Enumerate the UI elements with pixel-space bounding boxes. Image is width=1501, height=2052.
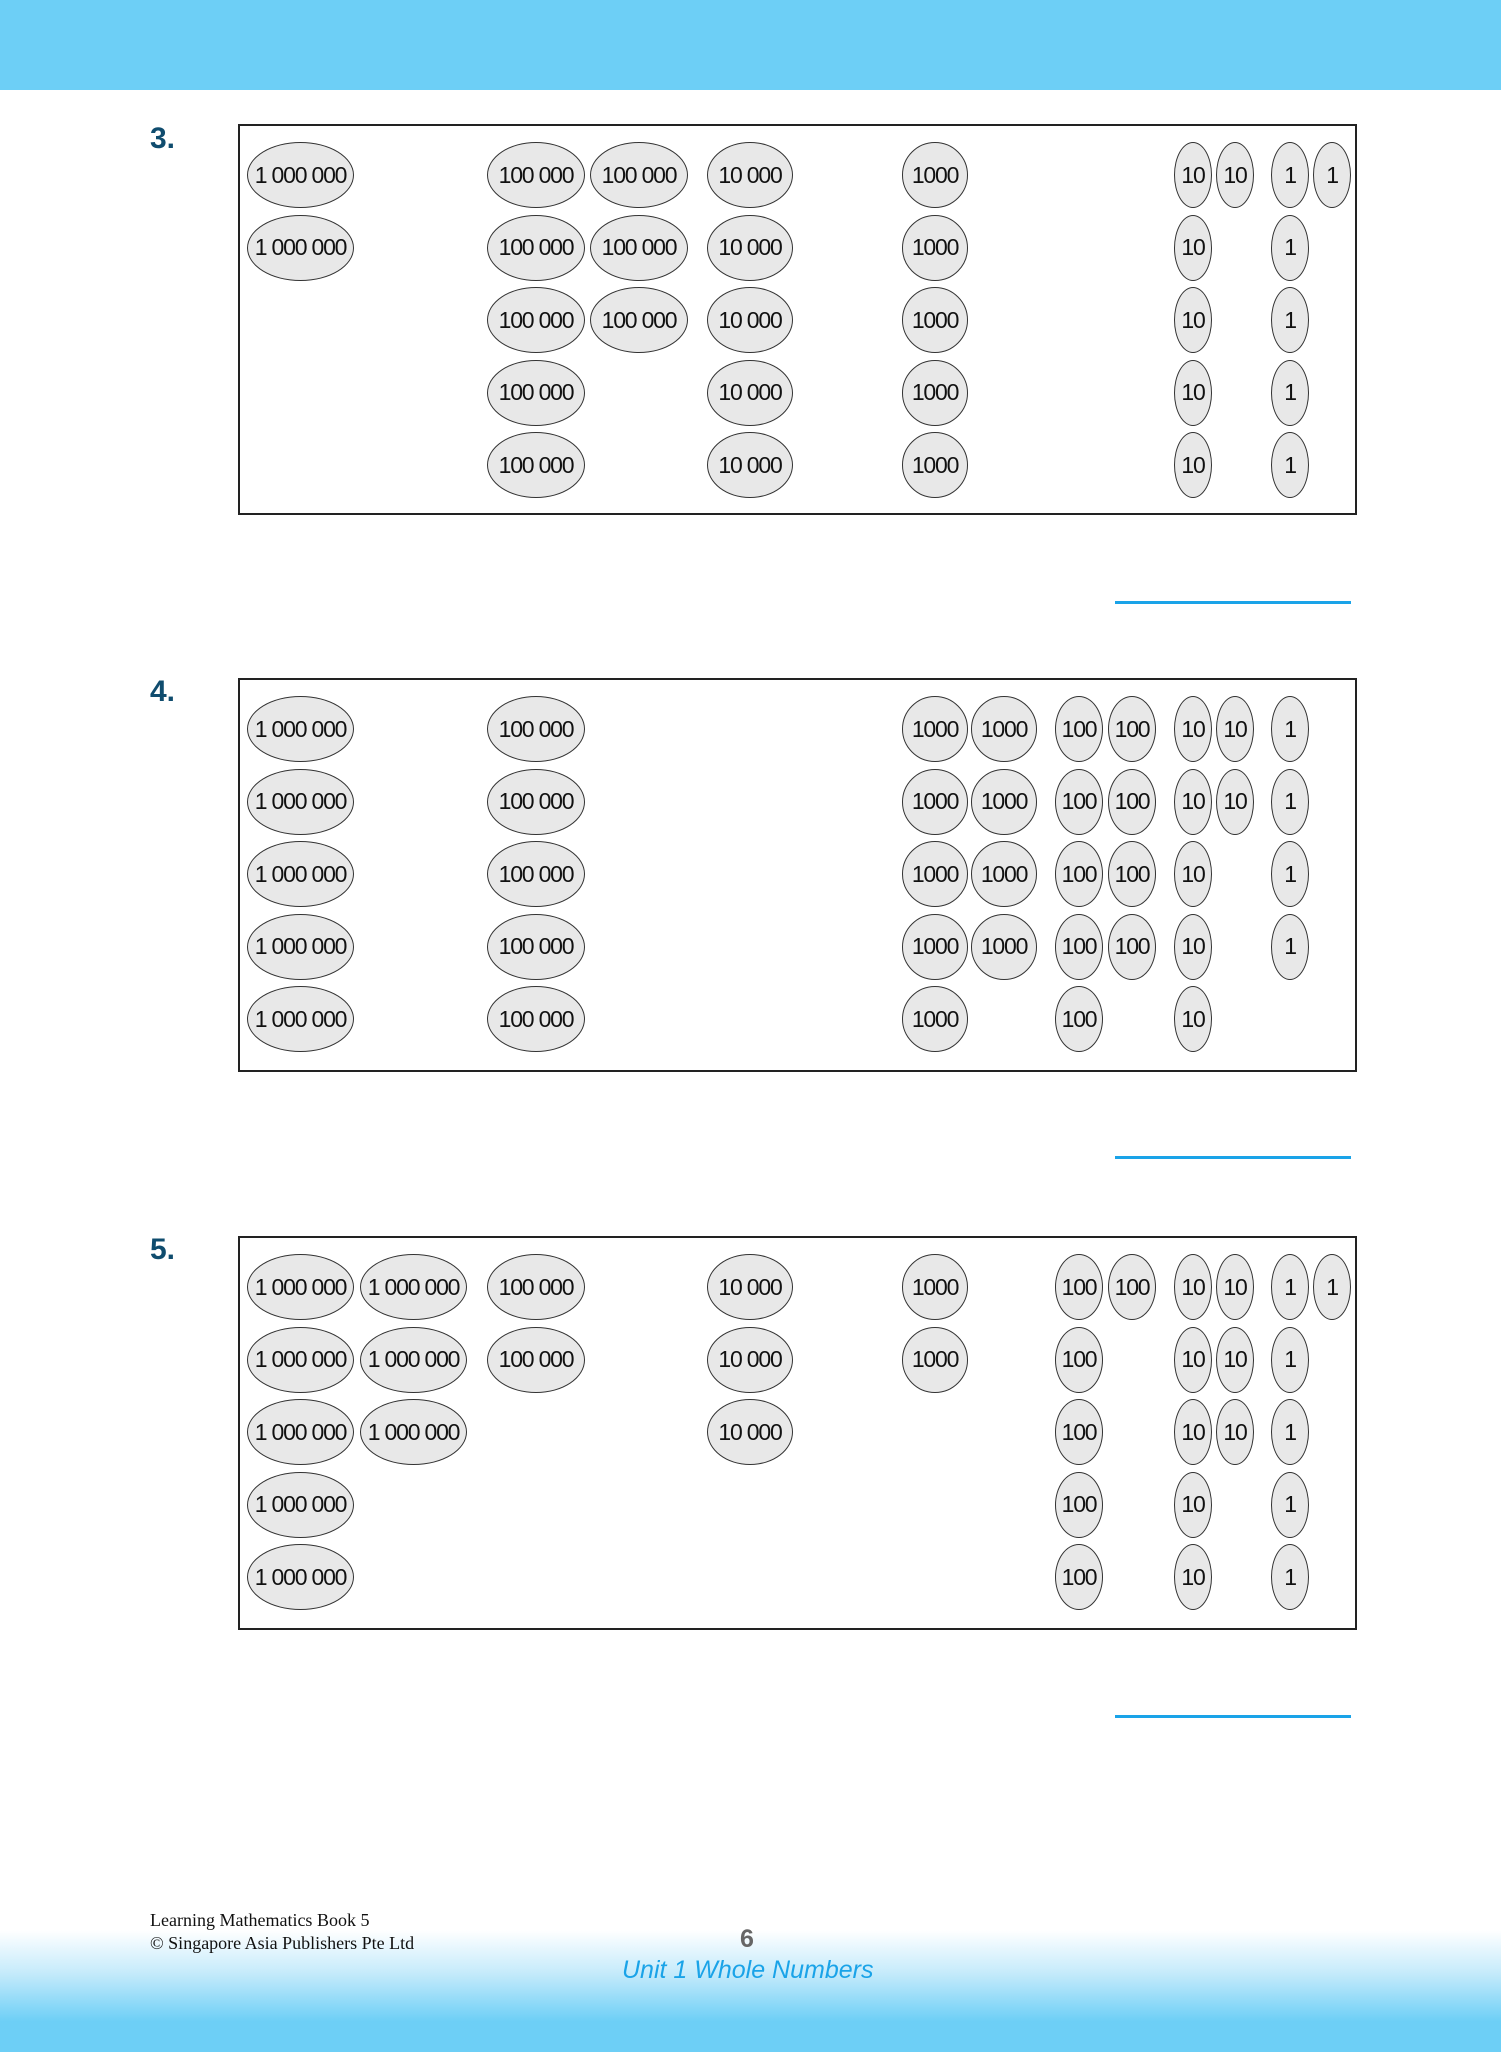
- place-value-disc-100000: 100 000: [487, 986, 585, 1052]
- place-value-disc-10000: 10 000: [707, 432, 793, 498]
- place-value-disc-10: 10: [1174, 769, 1212, 835]
- place-value-disc-1000: 1000: [902, 986, 968, 1052]
- place-value-disc-1: 1: [1271, 1472, 1309, 1538]
- place-value-disc-1: 1: [1271, 914, 1309, 980]
- place-value-disc-10: 10: [1216, 1327, 1254, 1393]
- place-value-disc-1: 1: [1271, 769, 1309, 835]
- question-number-4: 4.: [150, 675, 176, 708]
- place-value-disc-10: 10: [1174, 1544, 1212, 1610]
- place-value-disc-1000: 1000: [971, 914, 1037, 980]
- place-value-disc-100: 100: [1055, 841, 1103, 907]
- place-value-disc-100000: 100 000: [487, 287, 585, 353]
- place-value-disc-1000000: 1 000 000: [247, 1544, 354, 1610]
- place-value-disc-1: 1: [1313, 142, 1351, 208]
- place-value-disc-1000000: 1 000 000: [247, 841, 354, 907]
- place-value-disc-10: 10: [1174, 287, 1212, 353]
- place-value-disc-10000: 10 000: [707, 142, 793, 208]
- place-value-disc-1: 1: [1271, 1544, 1309, 1610]
- place-value-disc-100: 100: [1108, 769, 1156, 835]
- place-value-disc-1000: 1000: [971, 841, 1037, 907]
- place-value-disc-100: 100: [1055, 986, 1103, 1052]
- place-value-box-5: [238, 1236, 1357, 1630]
- place-value-box-4: [238, 678, 1357, 1072]
- place-value-disc-100000: 100 000: [487, 1327, 585, 1393]
- place-value-disc-100000: 100 000: [487, 215, 585, 281]
- place-value-disc-10: 10: [1174, 696, 1212, 762]
- place-value-disc-1000: 1000: [971, 769, 1037, 835]
- place-value-disc-1000: 1000: [902, 287, 968, 353]
- place-value-disc-10: 10: [1216, 1254, 1254, 1320]
- place-value-disc-100000: 100 000: [487, 360, 585, 426]
- answer-line-4[interactable]: [1115, 1156, 1351, 1159]
- question-number-5: 5.: [150, 1233, 176, 1266]
- place-value-disc-100000: 100 000: [487, 1254, 585, 1320]
- place-value-disc-100: 100: [1055, 1327, 1103, 1393]
- place-value-disc-100: 100: [1108, 914, 1156, 980]
- place-value-disc-100: 100: [1055, 1544, 1103, 1610]
- place-value-disc-1000000: 1 000 000: [360, 1254, 467, 1320]
- place-value-disc-10: 10: [1174, 215, 1212, 281]
- place-value-disc-10: 10: [1216, 1399, 1254, 1465]
- place-value-disc-100000: 100 000: [487, 914, 585, 980]
- book-title: Learning Mathematics Book 5: [150, 1910, 370, 1930]
- place-value-disc-1000000: 1 000 000: [247, 1254, 354, 1320]
- answer-line-5[interactable]: [1115, 1715, 1351, 1718]
- place-value-disc-100000: 100 000: [590, 287, 688, 353]
- place-value-disc-1000: 1000: [902, 841, 968, 907]
- place-value-disc-1000: 1000: [902, 215, 968, 281]
- place-value-disc-100000: 100 000: [487, 142, 585, 208]
- place-value-disc-10: 10: [1174, 1327, 1212, 1393]
- place-value-disc-1: 1: [1271, 142, 1309, 208]
- place-value-disc-10: 10: [1174, 432, 1212, 498]
- place-value-disc-100: 100: [1055, 1254, 1103, 1320]
- place-value-disc-100000: 100 000: [590, 142, 688, 208]
- place-value-disc-1000000: 1 000 000: [247, 1399, 354, 1465]
- place-value-disc-10: 10: [1174, 841, 1212, 907]
- place-value-disc-1000000: 1 000 000: [247, 914, 354, 980]
- question-number-3: 3.: [150, 122, 176, 155]
- place-value-disc-100: 100: [1055, 1472, 1103, 1538]
- place-value-disc-10: 10: [1174, 360, 1212, 426]
- place-value-disc-1000: 1000: [971, 696, 1037, 762]
- place-value-disc-10: 10: [1174, 1472, 1212, 1538]
- place-value-disc-100000: 100 000: [487, 696, 585, 762]
- place-value-disc-100: 100: [1055, 914, 1103, 980]
- place-value-disc-1000000: 1 000 000: [247, 215, 354, 281]
- page-number: 6: [740, 1925, 754, 1953]
- place-value-disc-1: 1: [1271, 1327, 1309, 1393]
- place-value-disc-10000: 10 000: [707, 1399, 793, 1465]
- place-value-disc-1000000: 1 000 000: [247, 769, 354, 835]
- place-value-disc-10: 10: [1174, 914, 1212, 980]
- place-value-disc-10000: 10 000: [707, 287, 793, 353]
- place-value-disc-100: 100: [1108, 696, 1156, 762]
- place-value-disc-100: 100: [1108, 841, 1156, 907]
- place-value-disc-1000: 1000: [902, 1327, 968, 1393]
- place-value-disc-1000: 1000: [902, 1254, 968, 1320]
- header-band: [0, 0, 1501, 90]
- place-value-disc-100000: 100 000: [487, 432, 585, 498]
- place-value-disc-1: 1: [1271, 841, 1309, 907]
- place-value-disc-10000: 10 000: [707, 1254, 793, 1320]
- place-value-disc-1000: 1000: [902, 696, 968, 762]
- place-value-disc-10: 10: [1174, 1254, 1212, 1320]
- place-value-disc-100: 100: [1108, 1254, 1156, 1320]
- place-value-disc-1000000: 1 000 000: [247, 696, 354, 762]
- place-value-disc-100: 100: [1055, 696, 1103, 762]
- place-value-disc-10: 10: [1174, 1399, 1212, 1465]
- place-value-disc-1000000: 1 000 000: [247, 986, 354, 1052]
- place-value-disc-1: 1: [1271, 432, 1309, 498]
- place-value-disc-1: 1: [1271, 287, 1309, 353]
- place-value-disc-1000000: 1 000 000: [247, 1472, 354, 1538]
- place-value-disc-10: 10: [1174, 986, 1212, 1052]
- place-value-disc-1000000: 1 000 000: [247, 142, 354, 208]
- unit-title: Unit 1 Whole Numbers: [622, 1956, 874, 1984]
- place-value-disc-10000: 10 000: [707, 215, 793, 281]
- place-value-disc-10: 10: [1216, 769, 1254, 835]
- place-value-disc-1000: 1000: [902, 914, 968, 980]
- place-value-disc-10: 10: [1174, 142, 1212, 208]
- place-value-disc-1: 1: [1271, 696, 1309, 762]
- copyright: © Singapore Asia Publishers Pte Ltd: [150, 1933, 415, 1953]
- place-value-disc-1000: 1000: [902, 432, 968, 498]
- place-value-disc-1: 1: [1271, 1254, 1309, 1320]
- place-value-disc-1000000: 1 000 000: [247, 1327, 354, 1393]
- place-value-disc-100000: 100 000: [487, 841, 585, 907]
- place-value-disc-10: 10: [1216, 696, 1254, 762]
- place-value-disc-1000000: 1 000 000: [360, 1399, 467, 1465]
- place-value-disc-1: 1: [1271, 215, 1309, 281]
- place-value-disc-100000: 100 000: [590, 215, 688, 281]
- answer-line-3[interactable]: [1115, 601, 1351, 604]
- place-value-disc-100000: 100 000: [487, 769, 585, 835]
- place-value-disc-1000: 1000: [902, 360, 968, 426]
- place-value-box-3: [238, 124, 1357, 515]
- place-value-disc-10000: 10 000: [707, 360, 793, 426]
- place-value-disc-100: 100: [1055, 1399, 1103, 1465]
- place-value-disc-10: 10: [1216, 142, 1254, 208]
- place-value-disc-1: 1: [1313, 1254, 1351, 1320]
- place-value-disc-1000: 1000: [902, 769, 968, 835]
- place-value-disc-100: 100: [1055, 769, 1103, 835]
- place-value-disc-1000000: 1 000 000: [360, 1327, 467, 1393]
- place-value-disc-10000: 10 000: [707, 1327, 793, 1393]
- place-value-disc-1000: 1000: [902, 142, 968, 208]
- place-value-disc-1: 1: [1271, 1399, 1309, 1465]
- place-value-disc-1: 1: [1271, 360, 1309, 426]
